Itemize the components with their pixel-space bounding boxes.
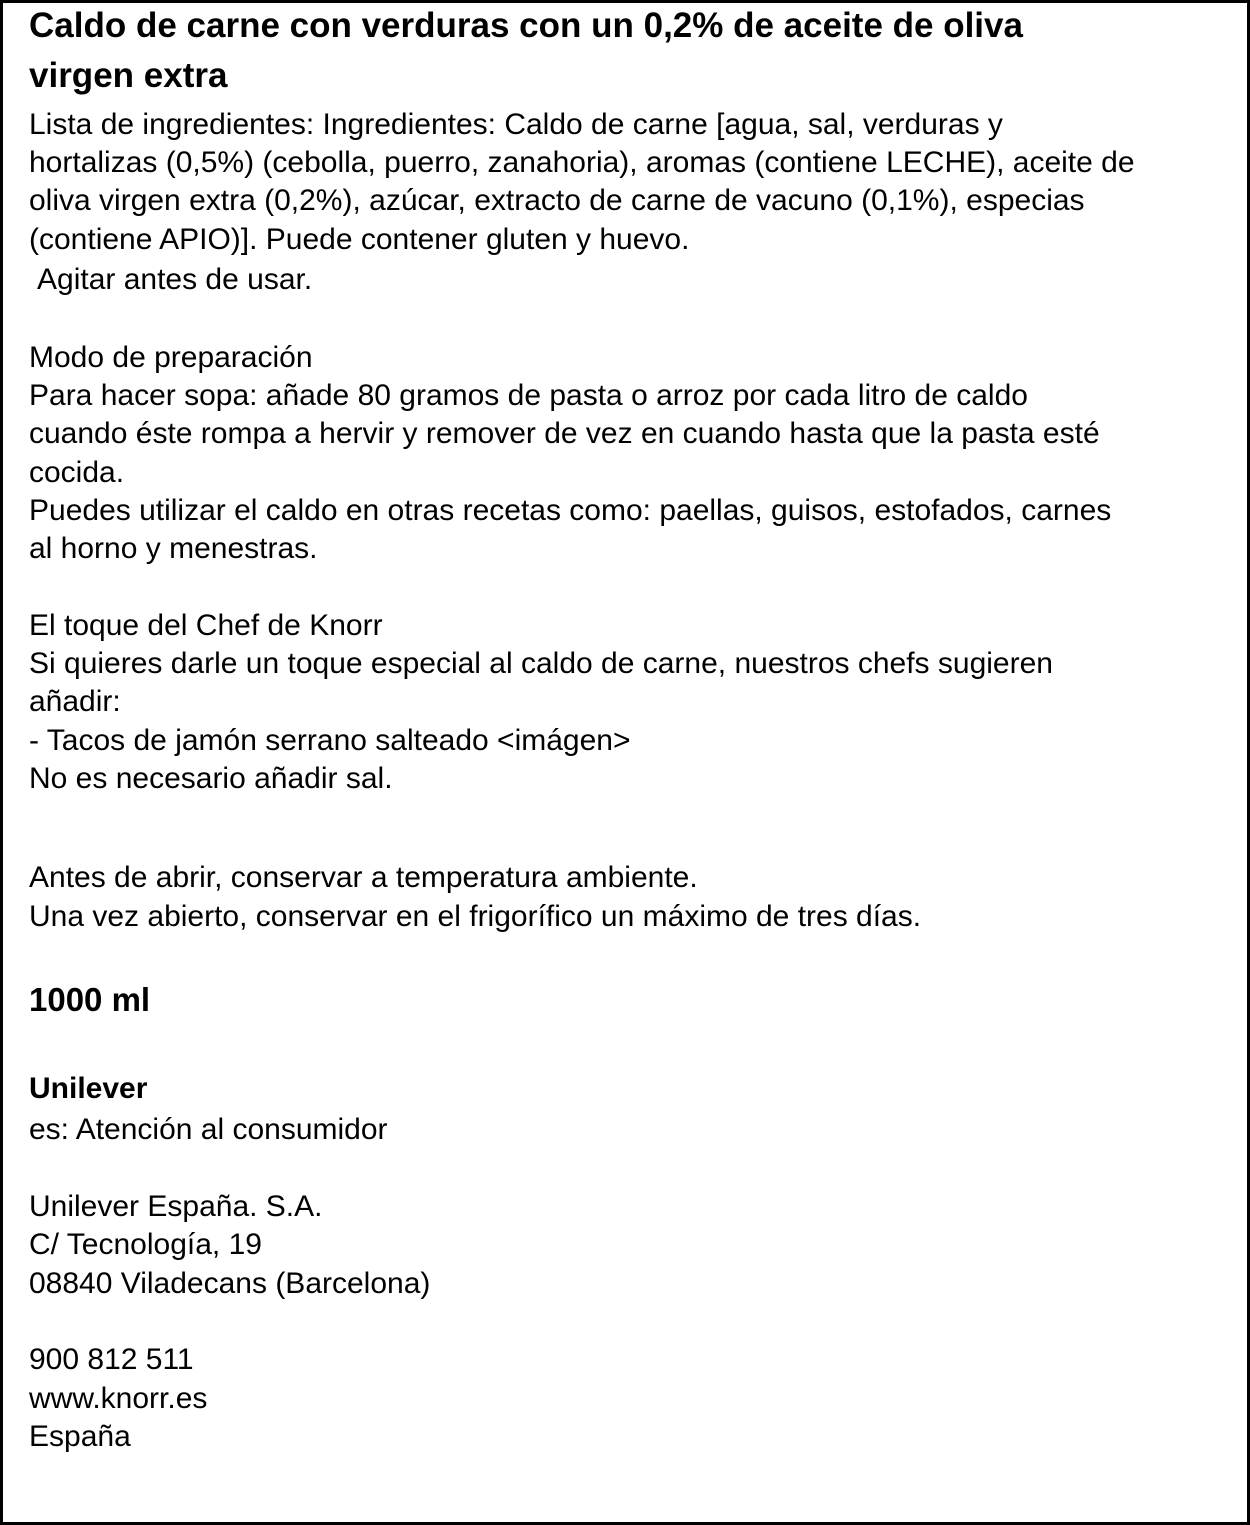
ingredients-line-2: hortalizas (0,5%) (cebolla, puerro, zanahoria), aromas (contiene LECHE), aceite de bbox=[29, 146, 1135, 179]
storage-line-1: Antes de abrir, conservar a temperatura ambiente. bbox=[29, 861, 698, 894]
product-title-line-2: virgen extra bbox=[29, 56, 228, 95]
country-text: España bbox=[29, 1420, 131, 1453]
ingredients-line-3: oliva virgen extra (0,2%), azúcar, extracto de carne de vacuno (0,1%), especias bbox=[29, 184, 1085, 217]
chef-tip-line-2: añadir: bbox=[29, 685, 121, 718]
website-text: www.knorr.es bbox=[29, 1382, 208, 1415]
chef-tip-line-1: Si quieres darle un toque especial al caldo de carne, nuestros chefs sugieren bbox=[29, 647, 1053, 680]
company-name: Unilever bbox=[29, 1072, 148, 1105]
preparation-heading: Modo de preparación bbox=[29, 341, 313, 374]
address-line-1: Unilever España. S.A. bbox=[29, 1190, 323, 1223]
phone-number: 900 812 511 bbox=[29, 1343, 194, 1376]
chef-tip-heading: El toque del Chef de Knorr bbox=[29, 609, 383, 642]
consumer-service-label: es: Atención al consumidor bbox=[29, 1113, 388, 1146]
preparation-line-2: cuando éste rompa a hervir y remover de vez en cuando hasta que la pasta esté bbox=[29, 417, 1100, 450]
preparation-line-1: Para hacer sopa: añade 80 gramos de pasta o arroz por cada litro de caldo bbox=[29, 379, 1028, 412]
storage-line-2: Una vez abierto, conservar en el frigorífico un máximo de tres días. bbox=[29, 900, 922, 933]
chef-tip-line-3: - Tacos de jamón serrano salteado <imágen> bbox=[29, 724, 631, 757]
net-quantity: 1000 ml bbox=[29, 981, 151, 1018]
ingredients-line-1: Lista de ingredientes: Ingredientes: Caldo de carne [agua, sal, verduras y bbox=[29, 108, 1003, 141]
chef-tip-line-4: No es necesario añadir sal. bbox=[29, 762, 393, 795]
address-line-2: C/ Tecnología, 19 bbox=[29, 1228, 262, 1261]
preparation-line-5: al horno y menestras. bbox=[29, 532, 318, 565]
preparation-line-3: cocida. bbox=[29, 456, 125, 489]
product-title-line-1: Caldo de carne con verduras con un 0,2% de aceite de oliva bbox=[29, 6, 1023, 45]
preparation-line-4: Puedes utilizar el caldo en otras recetas como: paellas, guisos, estofados, carnes bbox=[29, 494, 1112, 527]
ingredients-line-4: (contiene APIO)]. Puede contener gluten y huevo. bbox=[29, 223, 690, 256]
address-line-3: 08840 Viladecans (Barcelona) bbox=[29, 1267, 431, 1300]
shake-note: Agitar antes de usar. bbox=[37, 263, 313, 296]
